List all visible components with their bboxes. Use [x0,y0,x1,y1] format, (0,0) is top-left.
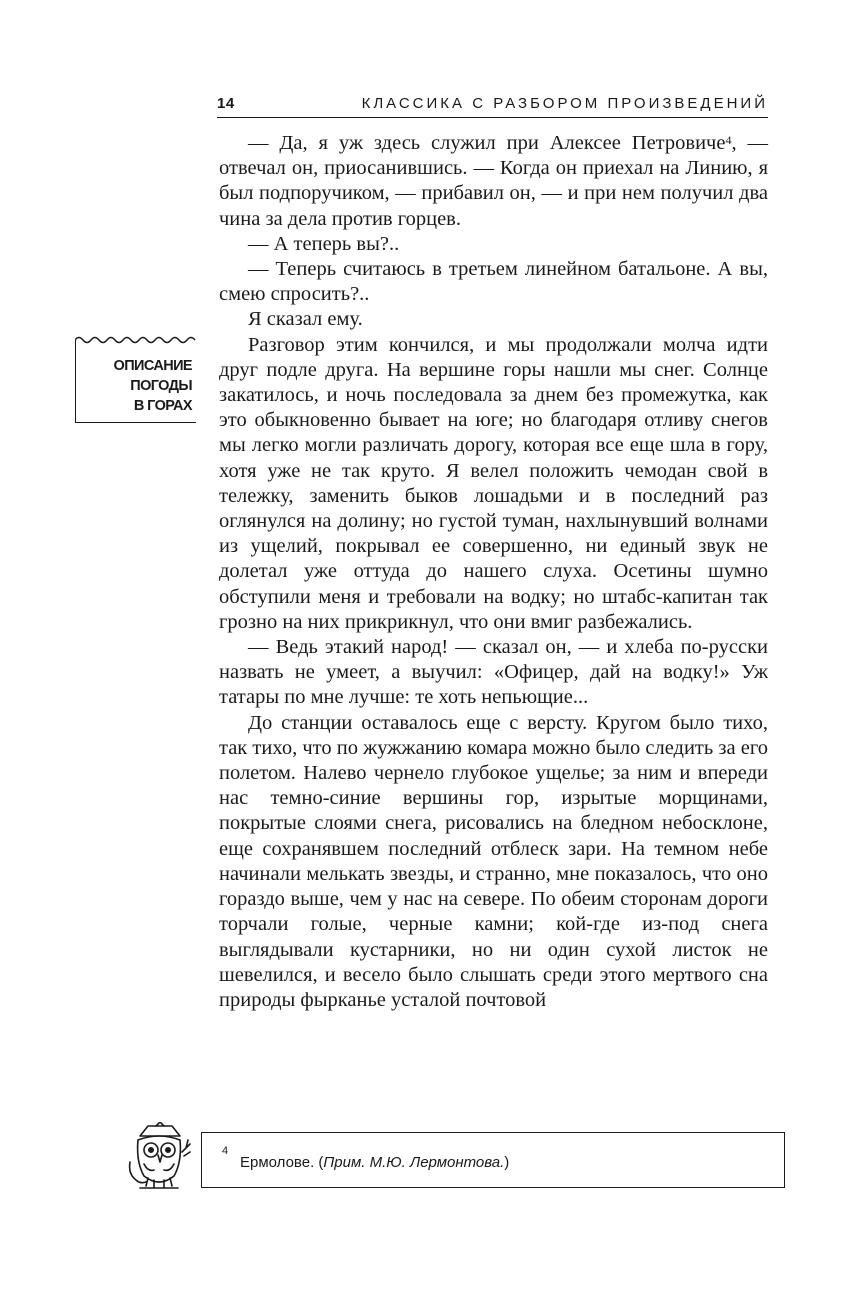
paragraph-text: , — отвечал он, приосанившись. — Когда он приехал на Линию, я был подпоручиком, — прибавил он, — и при нем получил два чина за дела против горцев. [219,132,768,230]
owl-mascot-icon [126,1122,192,1194]
margin-note-text: ОПИСАНИЕ ПОГОДЫ В ГОРАХ [113,358,192,414]
paragraph: До станции оставалось еще с версту. Кругом было тихо, так тихо, что по жужжанию комара можно было следить за его полетом. Налево чернело глубокое ущелье; за ним и впереди нас темно-синие вершины гор, изрытые морщинами, покрытые слоями снега, рисовались на бледном небосклоне, еще сохранявшем последний отблеск зари. На темном небе начинали мелькать звезды, и странно, мне показалось, что оно гораздо выше, чем у нас на севере. По обеим сторонам дороги торчали голые, черные камни; кой-где из-под снега выглядывали кустарники, но ни один сухой листок не шевелился, и весело было слышать среди этого мертвого сна природы фырканье усталой почтовой [219,711,768,1011]
paragraph [219,131,768,232]
footnote-number: 4 [222,1145,229,1157]
footnote-reference: 4 [725,133,732,147]
footnote-text [240,1154,509,1171]
paragraph: Разговор этим кончился, и мы продолжали молча идти друг подле друга. На вершине горы нашли мы снег. Солнце закатилось, и ночь последовала за днем без промежутка, как это обыкновенно бывает на юге; но благодаря отливу снегов мы легко могли различать дорогу, которая все еще шла в гору, хотя уже не так круто. Я велел положить чемодан свой в тележку, заменить быков лошадьми и в последний раз оглянулся на долину; но густой туман, нахлынувший волнами из ущелий, покрывал ее совершенно, ни единый звук не долетал уже оттуда до нашего слуха. Осетины шумно обступили меня и требовали на водку; но штабс-капитан так грозно на них прикрикнул, что они вмиг разбежались. [219,333,768,633]
page-number: 14 [217,95,235,112]
footnote-box [201,1132,785,1188]
wavy-border-decoration [75,334,199,344]
paragraph: — Ведь этакий народ! — сказал он, — и хлеба по-русски назвать не умеет, а выучил: «Офицер, дай на водку!» Уж татары по мне лучше: те хоть непьющие... [219,636,768,709]
paragraph: — А теперь вы?.. [248,232,400,255]
running-title: КЛАССИКА С РАЗБОРОМ ПРОИЗВЕДЕНИЙ [361,95,768,112]
footnote-attribution: Прим. М.Ю. Лермонтова. [323,1154,505,1171]
footnote-close: ) [504,1154,510,1171]
paragraph: — Теперь считаюсь в третьем линейном батальоне. А вы, смею спросить?.. [219,258,768,306]
main-text [219,131,768,1013]
footnote-lead: Ермолове. ( [240,1154,324,1171]
paragraph: Я сказал ему. [248,308,363,331]
paragraph-text: — Да, я уж здесь служил при Алексее Петровиче [248,132,726,154]
margin-note [75,340,196,423]
running-header [217,93,768,118]
